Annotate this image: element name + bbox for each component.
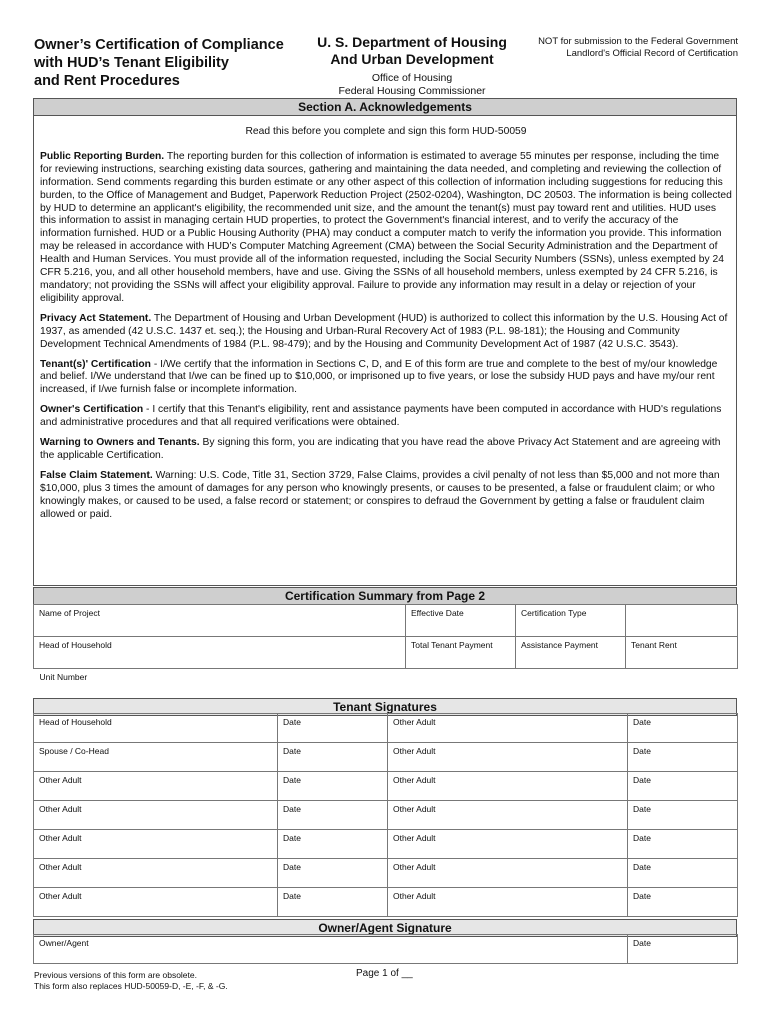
footer-line: Previous versions of this form are obsolete.	[34, 970, 197, 980]
footer-notes	[34, 970, 228, 992]
ack-paragraph	[40, 437, 732, 463]
tenant-signatures-table	[33, 713, 738, 917]
tenant-signatures-heading: Tenant Signatures	[33, 698, 737, 716]
head-of-household-field[interactable]: Head of Household	[34, 637, 406, 669]
ack-text: By signing this form, you are indicating that you have read the above Privacy Act Statement and are agreeing with the applicable Certification.	[40, 437, 721, 461]
title-line: Owner’s Certification of Compliance	[34, 37, 284, 53]
agency-block	[312, 34, 512, 98]
signature-field[interactable]: Other Adult	[388, 859, 628, 888]
signature-field[interactable]: Other Adult	[388, 743, 628, 772]
unit-number-field[interactable]: Unit Number	[39, 672, 88, 682]
date-field[interactable]: Date	[278, 830, 388, 859]
signature-field[interactable]: Other Adult	[34, 859, 278, 888]
date-field[interactable]: Date	[628, 801, 738, 830]
signature-row	[34, 830, 738, 859]
ack-lead: Warning to Owners and Tenants.	[40, 437, 200, 449]
notice-line: Landlord's Official Record of Certification	[566, 48, 738, 59]
signature-field[interactable]: Other Adult	[388, 888, 628, 917]
certification-type-field[interactable]: Certification Type	[516, 605, 626, 637]
title-line: with HUD’s Tenant Eligibility	[34, 55, 229, 71]
ack-text: I/We certify that the information in Sections C, D, and E of this form are true and complete to the best of my/our knowledge and belief. I/We understand that I/we can be fined up to $10,000, or imprisoned up to five years, or lose the subsidy HUD pays and have my/our rent increased, if I/we furnish false or incomplete information.	[40, 358, 718, 396]
ack-paragraph: Tenant(s)' Certification - I/We certify that the information in Sections C, D, and E of this form are true and complete to the best of my/our knowledge and belief. I/We understand that I/we can be fined up to $10,000, or imprisoned up to five years, or lose the subsidy HUD pays and have my/our rent increased, if I/we furnish false or incomplete information.	[40, 358, 718, 396]
signature-rows	[34, 714, 738, 917]
acknowledgements	[40, 126, 732, 528]
owner-agent-signature-field[interactable]: Owner/Agent	[34, 935, 628, 964]
signature-row	[34, 743, 738, 772]
notice-line: NOT for submission to the Federal Government	[538, 36, 738, 47]
date-field[interactable]: Date	[278, 743, 388, 772]
signature-row	[34, 888, 738, 917]
tenant-rent-field[interactable]: Tenant Rent	[626, 637, 738, 669]
signature-row	[34, 801, 738, 830]
ack-paragraph	[40, 470, 732, 522]
summary-heading: Certification Summary from Page 2	[33, 587, 737, 605]
name-of-project-field[interactable]: Name of Project	[34, 605, 406, 637]
owner-agent-heading: Owner/Agent Signature	[33, 919, 737, 937]
summary-table	[33, 604, 738, 695]
owner-agent-table	[33, 934, 738, 964]
blank-cell	[626, 605, 738, 637]
ack-text: I certify that this Tenant's eligibility, rent and assistance payments have been computed in accordance with HUD's regulations and administrative procedures and that all required verifications were obtained.	[40, 404, 722, 429]
date-field[interactable]: Date	[278, 772, 388, 801]
signature-field[interactable]: Other Adult	[34, 801, 278, 830]
total-tenant-payment-field[interactable]: Total Tenant Payment	[406, 637, 516, 669]
submission-notice	[490, 36, 738, 60]
ack-paragraph	[40, 151, 732, 306]
ack-text: The reporting burden for this collection of information is estimated to average 55 minutes per response, including the time for reviewing instructions, searching existing data sources, gathering and maintaining the data needed, and completing and reviewing the collection of information. Send comments regarding this burden estimate or any other aspect of this collection of information including suggestions for reducing this burden, to the Office of Management and Budget, Paperwork Reduction Project (2502-0204), Washington, DC 20503. The information is being collected by HUD to determine an applicant's eligibility, the recommended unit size, and the amount the tenant(s) must pay toward rent and utilities. HUD uses this information to assist in managing certain HUD properties, to protect the Government's financial interest, and to verify the accuracy of the information furnished. HUD or a Public Housing Authority (PHA) may conduct a computer match to verify the information you provide. This information may be released in accordance with HUD’s Computer Matching Agreement (CMA) between the Social Security Administration and the Department of Health and Human Services. You must provide all of the information requested, including the Social Security Numbers (SSNs), unless exempted by 24 CFR 5.216, you, and all other household members, have and use. Giving the SSNs of all household members, unless exempted by 24 CFR 5.216, is mandatory; not providing the SSNs will affect your eligibility approval. Failure to provide any information may result in a delay or rejection of your eligibility approval.	[40, 150, 732, 304]
page-number: Page 1 of __	[356, 968, 413, 979]
assistance-payment-field[interactable]: Assistance Payment	[516, 637, 626, 669]
date-field[interactable]: Date	[628, 859, 738, 888]
effective-date-field[interactable]: Effective Date	[406, 605, 516, 637]
signature-field[interactable]: Head of Household	[34, 714, 278, 743]
owner-agent-date-field[interactable]: Date	[628, 935, 738, 964]
date-field[interactable]: Date	[628, 714, 738, 743]
date-field[interactable]: Date	[278, 801, 388, 830]
ack-lead: Tenant(s)' Certification	[40, 358, 151, 370]
agency-line: And Urban Development	[330, 51, 494, 67]
ack-lead: Privacy Act Statement.	[40, 312, 152, 324]
ack-paragraph	[40, 313, 732, 352]
signature-row	[34, 772, 738, 801]
signature-row	[34, 859, 738, 888]
signature-field[interactable]: Other Adult	[388, 830, 628, 859]
signature-field[interactable]: Other Adult	[34, 772, 278, 801]
ack-paragraph: Owner's Certification - I certify that this Tenant's eligibility, rent and assistance payments have been computed in accordance with HUD's regulations and administrative procedures and that all required verifications were obtained.	[40, 404, 722, 429]
office-line: Federal Housing Commissioner	[338, 85, 486, 97]
section-a-intro: Read this before you complete and sign this form HUD-50059	[245, 126, 527, 137]
date-field[interactable]: Date	[628, 743, 738, 772]
date-field[interactable]: Date	[628, 772, 738, 801]
ack-lead: False Claim Statement.	[40, 469, 153, 481]
date-field[interactable]: Date	[628, 830, 738, 859]
signature-field[interactable]: Other Adult	[388, 714, 628, 743]
ack-lead: Public Reporting Burden.	[40, 150, 165, 162]
ack-lead: Owner's Certification	[40, 404, 144, 416]
section-a-heading: Section A. Acknowledgements	[33, 98, 737, 116]
date-field[interactable]: Date	[628, 888, 738, 917]
date-field[interactable]: Date	[278, 714, 388, 743]
ack-text: Warning: U.S. Code, Title 31, Section 3729, False Claims, provides a civil penalty of not less than $5,000 and not more than $10,000, plus 3 times the amount of damages for any person who knowingly presents, or causes to be presented, a false or fraudulent claim; or who knowingly makes, or caused to be used, a false record or statement; or conspires to defraud the Government by getting a false or fraudulent claim allowed or paid.	[40, 469, 720, 520]
signature-field[interactable]: Other Adult	[388, 772, 628, 801]
date-field[interactable]: Date	[278, 859, 388, 888]
footer-line: This form also replaces HUD-50059-D, -E, -F, & -G.	[34, 981, 228, 991]
form-title	[34, 36, 304, 90]
date-field[interactable]: Date	[278, 888, 388, 917]
signature-field[interactable]: Other Adult	[34, 830, 278, 859]
signature-field[interactable]: Other Adult	[388, 801, 628, 830]
signature-field[interactable]: Spouse / Co-Head	[34, 743, 278, 772]
signature-row	[34, 714, 738, 743]
office-line: Office of Housing	[371, 72, 453, 84]
title-line: and Rent Procedures	[34, 73, 180, 89]
agency-line: U. S. Department of Housing	[317, 34, 507, 50]
ack-text: The Department of Housing and Urban Development (HUD) is authorized to collect this information by the U.S. Housing Act of 1937, as amended (42 U.S.C. 1437 et. seq.); the Housing and Urban-Rural Recovery Act of 1983 (P.L. 98-181); the Housing and Community Development Technical Amendments of 1984 (P.L. 98-479); and by the Housing and Community Development Act of 1987 (42 U.S.C. 3543).	[40, 312, 728, 350]
signature-field[interactable]: Other Adult	[34, 888, 278, 917]
